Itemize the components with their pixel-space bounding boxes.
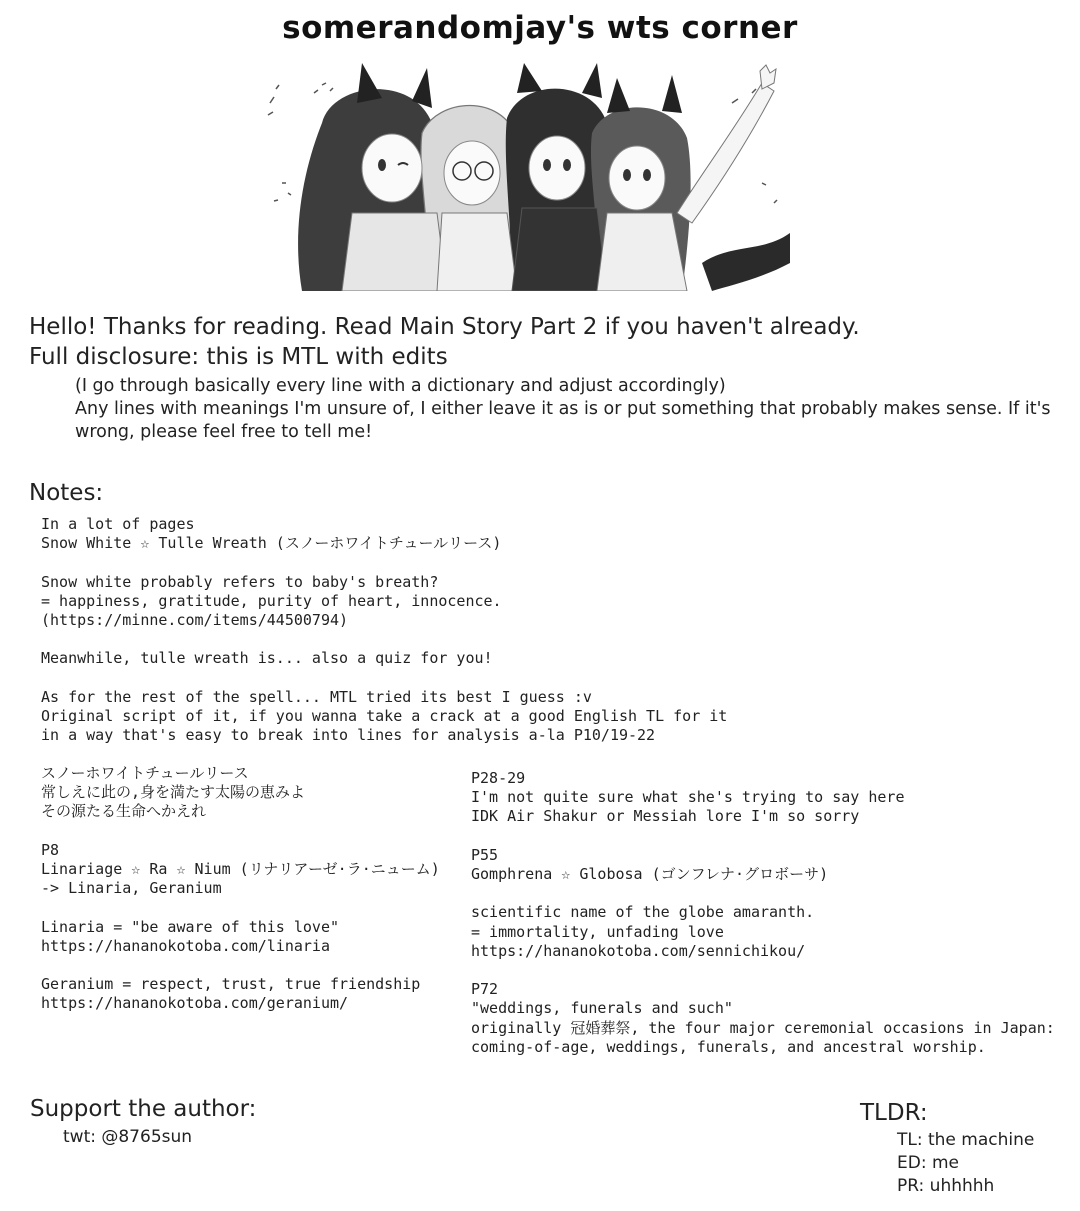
intro-sub-1: (I go through basically every line with a dictionary and adjust accordingly) (75, 376, 726, 396)
intro-line-1: Hello! Thanks for reading. Read Main Story Part 2 if you haven't already. (29, 314, 860, 340)
tldr-ed: ED: me (897, 1153, 959, 1173)
tldr-tl: TL: the machine (897, 1130, 1035, 1150)
support-heading: Support the author: (30, 1096, 257, 1122)
notes-heading: Notes: (29, 480, 104, 506)
tldr-heading: TLDR: (860, 1100, 928, 1126)
intro-sub-2: Any lines with meanings I'm unsure of, I either leave it as is or put something that probably makes sense. If it's wrong, please feel free to tell me! (75, 399, 1051, 442)
tldr-pr: PR: uhhhhh (897, 1176, 995, 1196)
page-title: somerandomjay's wts corner (282, 10, 798, 46)
notes-left-bottom: スノーホワイトチュールリース 常しえに此の,身を満たす太陽の恵みよ その源たる生命へかえれ P8 Linariage ☆ Ra ☆ Nium (リナリアーゼ·ラ·ニューム) -> Linaria, Geranium Linaria = "be aware of this love" https://hananokotoba.com/linaria Geranium = respect, trust, true friendship https://hananokotoba.com/geranium/ (41, 764, 440, 1013)
notes-left-top: In a lot of pages Snow White ☆ Tulle Wreath (スノーホワイトチュールリース) Snow white probably refers to baby's breath? = happiness, gratitude, purity of heart, innocence. (https://minne.com/items/44500794) Meanwhile, tulle wreath is... also a quiz for you! As for the rest of the spell... MTL tried its best I guess :v Original script of it, if you wanna take a crack at a good English TL for it in a way that's easy to break into lines for analysis a-la P10/19-22 (41, 515, 728, 745)
support-twitter: twt: @8765sun (63, 1127, 193, 1147)
notes-right: P28-29 I'm not quite sure what she's trying to say here IDK Air Shakur or Messiah lore I'm so sorry P55 Gomphrena ☆ Globosa (ゴンフレナ·グロボーサ) scientific name of the globe amaranth. = immortality, unfading love https://hananokotoba.com/sennichikou/ P72 "weddings, funerals and such" originally 冠婚葬祭, the four major ceremonial occasions in Japan: coming-of-age, weddings, funerals, and ancestral worship. (471, 769, 1055, 1056)
intro-line-2: Full disclosure: this is MTL with edits (29, 344, 448, 370)
manga-illustration (262, 63, 794, 291)
